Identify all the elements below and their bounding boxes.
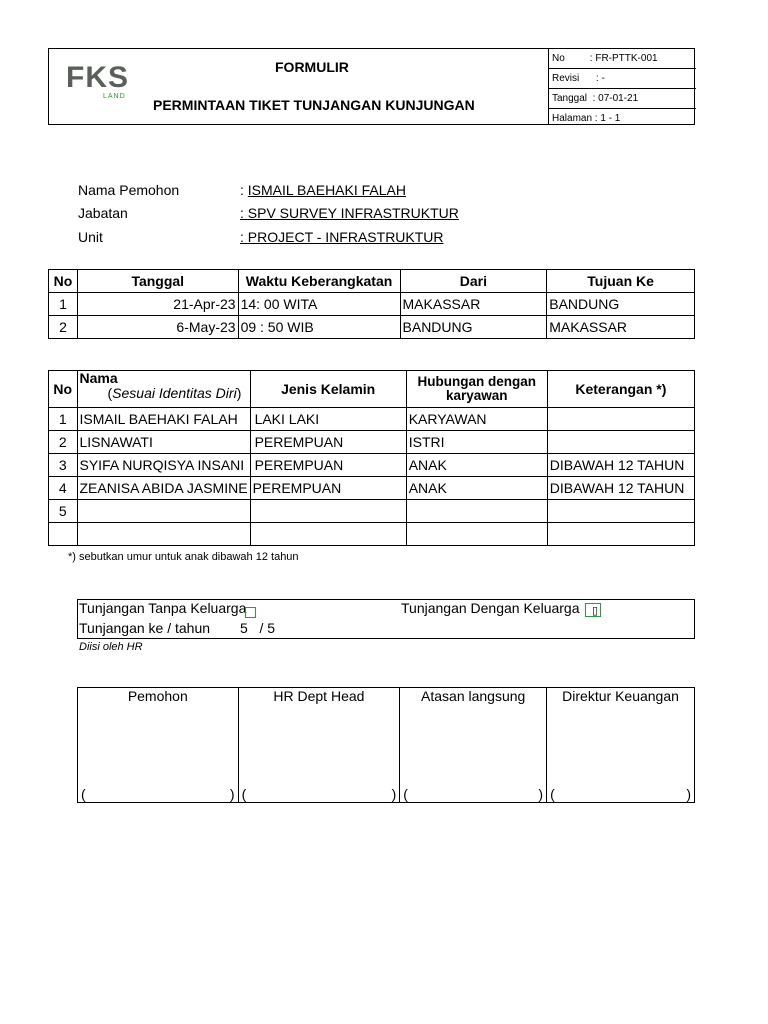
signature-title: Atasan langsung <box>421 688 526 704</box>
cell-note <box>547 523 694 546</box>
age-footnote: *) sebutkan umur untuk anak dibawah 12 tahun <box>68 551 299 563</box>
col-from: Dari <box>400 270 547 293</box>
without-family-label: Tunjangan Tanpa Keluarga <box>79 600 247 616</box>
logo-text: FKS <box>66 61 129 94</box>
cell-note <box>547 500 694 523</box>
allowance-count-value: 5 / 5 <box>240 620 276 636</box>
signature-title: Direktur Keuangan <box>562 688 679 704</box>
cell-name <box>77 523 250 546</box>
cell-from: BANDUNG <box>400 316 547 339</box>
cell-name: SYIFA NURQISYA INSANI <box>77 454 250 477</box>
signature-row <box>78 688 695 803</box>
cell-note: DIBAWAH 12 TAHUN <box>547 477 694 500</box>
col-name-title: Nama <box>79 370 118 386</box>
table-row <box>49 293 695 316</box>
cell-gender <box>250 500 406 523</box>
cell-relation: ISTRI <box>406 431 547 454</box>
cell-name <box>77 500 250 523</box>
form-subtitle: PERMINTAAN TIKET TUNJANGAN KUNJUNGAN <box>153 97 475 113</box>
col-note: Keterangan *) <box>547 371 694 408</box>
checkbox-mark: ▯ <box>592 605 599 617</box>
cell-gender: PEREMPUAN <box>250 477 406 500</box>
signature-box-finance-director <box>547 688 695 803</box>
form-header <box>48 48 695 125</box>
col-name <box>77 371 250 408</box>
form-title: FORMULIR <box>275 59 349 75</box>
with-family-checkbox[interactable] <box>585 603 601 617</box>
col-departure-time: Waktu Keberangkatan <box>238 270 400 293</box>
cell-no: 4 <box>49 477 78 500</box>
col-no: No <box>49 371 78 408</box>
name-label: Nama Pemohon <box>78 182 180 198</box>
cell-gender <box>250 523 406 546</box>
cell-gender: PEREMPUAN <box>250 454 406 477</box>
cell-note <box>547 408 694 431</box>
signature-title: Pemohon <box>127 688 188 704</box>
logo-sub: LAND <box>103 93 126 100</box>
cell-from: MAKASSAR <box>400 293 547 316</box>
cell-no: 3 <box>49 454 78 477</box>
paren-close: ) <box>391 786 397 802</box>
trip-table <box>48 269 695 339</box>
position-label: Jabatan <box>78 205 128 221</box>
col-gender: Jenis Kelamin <box>250 371 406 408</box>
cell-date: 6-May-23 <box>77 316 238 339</box>
hr-note: Diisi oleh HR <box>79 641 143 653</box>
col-name-subtitle: (Sesuai Identitas Diri) <box>107 385 242 401</box>
paren-close: ) <box>538 786 544 802</box>
cell-note: DIBAWAH 12 TAHUN <box>547 454 694 477</box>
document-meta <box>548 49 696 125</box>
paren-open: ( <box>403 786 408 802</box>
cell-no: 2 <box>49 316 78 339</box>
table-row <box>49 523 695 546</box>
signature-title: HR Dept Head <box>273 688 365 704</box>
col-destination: Tujuan Ke <box>547 270 695 293</box>
cell-date: 21-Apr-23 <box>77 293 238 316</box>
table-row <box>49 316 695 339</box>
cell-gender: LAKI LAKI <box>250 408 406 431</box>
table-row <box>49 408 695 431</box>
paren-open: ( <box>81 786 86 802</box>
signature-table <box>77 687 695 803</box>
cell-note <box>547 431 694 454</box>
cell-destination: MAKASSAR <box>547 316 695 339</box>
cell-time: 09 : 50 WIB <box>238 316 400 339</box>
meta-page: Halaman : 1 - 1 <box>552 113 621 124</box>
col-no: No <box>49 270 78 293</box>
cell-name: LISNAWATI <box>77 431 250 454</box>
cell-no <box>49 523 78 546</box>
paren-close: ) <box>229 786 235 802</box>
col-relation: Hubungan dengan karyawan <box>406 371 547 408</box>
cell-no: 5 <box>49 500 78 523</box>
fks-land-logo <box>66 63 130 103</box>
allowance-box <box>77 599 695 639</box>
cell-no: 1 <box>49 293 78 316</box>
col-date: Tanggal <box>77 270 238 293</box>
cell-no: 1 <box>49 408 78 431</box>
cell-no: 2 <box>49 431 78 454</box>
unit-label: Unit <box>78 229 103 245</box>
signature-box-applicant <box>78 688 239 803</box>
table-row <box>49 477 695 500</box>
table-row <box>49 500 695 523</box>
position-field: : SPV SURVEY INFRASTRUKTUR <box>240 205 459 221</box>
meta-date: Tanggal : 07-01-21 <box>549 89 696 109</box>
table-row <box>49 431 695 454</box>
paren-open: ( <box>550 786 555 802</box>
paren-close: ) <box>686 786 691 802</box>
allowance-count-label: Tunjangan ke / tahun <box>79 620 211 636</box>
members-header-row <box>49 371 695 408</box>
cell-relation: ANAK <box>406 477 547 500</box>
name-field: : ISMAIL BAEHAKI FALAH <box>240 182 406 198</box>
meta-no: No : FR-PTTK-001 <box>549 49 696 69</box>
without-family-checkbox[interactable] <box>245 607 256 618</box>
cell-relation <box>406 523 547 546</box>
signature-box-hr-head <box>238 688 400 803</box>
signature-box-supervisor <box>400 688 547 803</box>
cell-gender: PEREMPUAN <box>250 431 406 454</box>
name-value: ISMAIL BAEHAKI FALAH <box>247 182 406 198</box>
trip-header-row <box>49 270 695 293</box>
cell-name: ISMAIL BAEHAKI FALAH <box>77 408 250 431</box>
members-table <box>48 370 695 546</box>
position-value: SPV SURVEY INFRASTRUKTUR <box>247 205 459 221</box>
cell-destination: BANDUNG <box>547 293 695 316</box>
cell-relation: ANAK <box>406 454 547 477</box>
with-family-label: Tunjangan Dengan Keluarga <box>401 600 580 616</box>
cell-time: 14: 00 WITA <box>238 293 400 316</box>
cell-name: ZEANISA ABIDA JASMINE <box>77 477 250 500</box>
cell-relation <box>406 500 547 523</box>
meta-revision: Revisi : - <box>549 69 696 89</box>
table-row <box>49 454 695 477</box>
paren-open: ( <box>241 786 247 802</box>
unit-field: : PROJECT - INFRASTRUKTUR <box>240 229 444 245</box>
cell-relation: KARYAWAN <box>406 408 547 431</box>
unit-value: PROJECT - INFRASTRUKTUR <box>247 229 444 245</box>
